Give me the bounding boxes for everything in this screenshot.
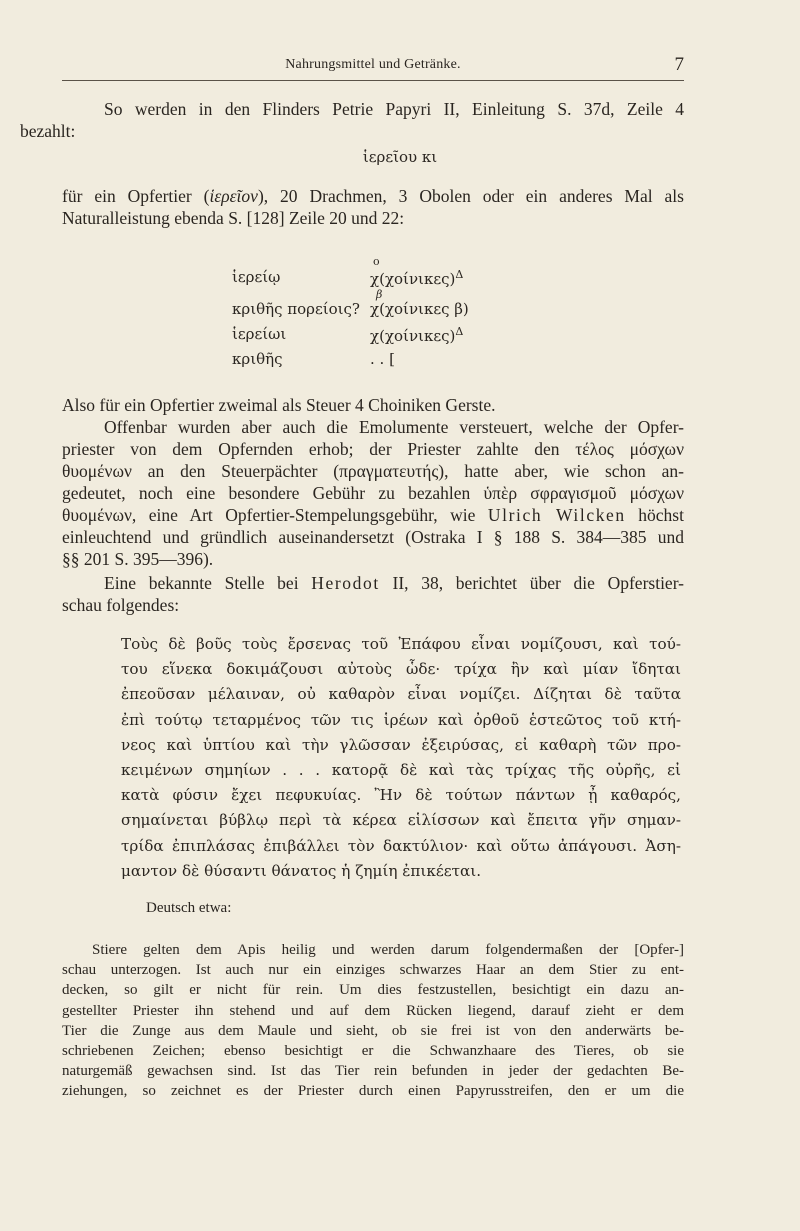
superscript-mark: β [376,288,383,301]
german-translation [62,940,684,1102]
paragraph-opfertier [62,185,684,229]
translation-line: Tier die Zunge aus dem Maule und sieht, ob sie frei ist von den anderwärts be- [62,1022,684,1039]
translation-line: schriebenen Zeichen; ebenso besichtigt er die Schwanzhaare des Tieres, ob sie [62,1043,684,1060]
translation-line: schau unterzogen. Ist auch nur ein einziges schwarzes Haar an dem Stier zu ent- [62,962,684,979]
inscription-right: . . [ [370,350,395,368]
quote-line: Τοὺς δὲ βοῦς τοὺς ἔρσενας τοῦ Ἐπάφου εἶναι νομίζουσι, καὶ τού- [121,635,681,653]
text-line: für ein Opfertier (ἱερεῖον), 20 Drachmen, 3 Obolen oder ein anderes Mal als [62,186,684,206]
paragraph-flinders-petrie [20,98,684,142]
text-line: So werden in den Flinders Petrie Papyri II, Einleitung S. 37d, Zeile 4 [104,99,684,119]
inscription-left: ἱερείῳ [232,268,281,286]
quote-line: ἐπεοῦσαν μέλαιναν, οὐ καθαρὸν εἶναι νομίζει. Δίζηται δὲ ταῦτα [121,685,681,704]
translation-line: gestellter Priester ihn stehend und auf dem Rücken liegend, darauf zieht er dem [62,1002,684,1019]
translation-line: ziehungen, so zeichnet es der Priester durch einen Papyrusstreifen, den er um die [62,1083,684,1100]
herodotus-greek-quote [121,632,681,884]
inscription-left: ἱερείωι [232,325,287,343]
text-line: gedeutet, noch eine besondere Gebühr zu bezahlen ὑπὲρ σφραγισμοῦ μόσχων [62,483,684,503]
text-line: bezahlt: [20,121,76,141]
inscription-right: $\chi(\chi oί\nu\iota\kappa\varepsilon\varsigma)^\Delta$ [370,325,464,345]
translation-line: decken, so gilt er nicht für rein. Um dies festzustellen, besichtigt ein dazu an- [62,982,684,999]
paragraph-also [62,394,684,416]
text-line: Also für ein Opfertier zweimal als Steuer 4 Choiniken Gerste. [62,395,496,415]
quote-line: του εἵνεκα δοκιμάζουσι αὐτοὺς ὧδε· τρίχα ἢν καὶ μίαν ἴδηται [121,660,681,679]
translation-line: naturgemäß gewachsen sind. Ist das Tier rein befunden in jeder der gedachten Be- [62,1063,684,1080]
text-line: einleuchtend und gründlich auseinandersetzt (Ostraka I § 188 S. 384—385 und [62,527,684,547]
text-line: §§ 201 S. 395—396). [62,549,214,569]
quote-line: κειμένων σημηίων . . . κατορᾷ δὲ καὶ τὰς τρίχας τῆς οὐρῆς, εἰ [121,761,681,780]
text-line: θυομένων, eine Art Opfertier-Stempelungsgebühr, wie Ulrich Wilcken höchst [62,505,684,525]
superscript-mark: ο [373,255,380,268]
quote-line: ἐπὶ τούτῳ τεταρμένος τῶν τις ἱρέων καὶ ὀρθοῦ ἑστεῶτος τοῦ κτή- [121,710,681,729]
text-line: Eine bekannte Stelle bei Herodot II, 38, berichtet über die Opferstier- [104,573,685,593]
greek-quote-ierieou: ἱερεῖου κι [362,148,438,166]
quote-line: κατὰ φύσιν ἔχει πεφυκυίας. Ἢν δὲ τούτων πάντων ᾖ καθαρός, [121,786,681,805]
text-line: priester von dem Opfernden erhob; der Priester zahlte den τέλος μόσχων [62,439,684,459]
translation-line: Stiere gelten dem Apis heilig und werden darum folgendermaßen der [Opfer-] [92,942,684,958]
quote-line: μαντον δὲ θύσαντι θάνατος ἡ ζημίη ἐπικέεται. [121,861,482,880]
paragraph-emolumente [62,416,684,570]
quote-line: νεος καὶ ὑπτίου καὶ τὴν γλῶσσαν ἐξειρύσας, εἰ καθαρὴ τῶν προ- [121,735,681,754]
inscription-left: κριθῆς πορείοις? [232,300,360,318]
text-line: θυομένων an den Steuerpächter (πραγματευτής), hatte aber, wie schon an- [62,461,684,481]
paragraph-herodot [62,572,684,616]
text-line: Naturalleistung ebenda S. [128] Zeile 20 und 22: [62,208,405,228]
quote-line: σημαίνεται βύβλῳ περὶ τὰ κέρεα εἱλίσσων καὶ ἔπειτα γῆν σημαν- [121,811,681,830]
translation-caption: Deutsch etwa: [146,900,232,916]
text-line: schau folgendes: [62,595,180,615]
page-number: 7 [674,54,684,75]
running-title: Nahrungsmittel und Getränke. [285,57,461,72]
running-header [62,54,684,81]
text-line: Offenbar wurden aber auch die Emolumente versteuert, welche der Opfer- [104,417,684,437]
inscription-right: $\chi(\chi oί\nu\iota\kappa\varepsilon\varsigma)^\Delta$ [370,268,464,288]
inscription-left: κριθῆς [232,350,283,368]
quote-line: τρίδα ἐπιπλάσας ἐπιβάλλει τὸν δακτύλιον· καὶ οὕτω ἀπάγουσι. Ἀση- [121,836,681,855]
inscription-right: χ(χοίνικες β) [370,300,469,318]
